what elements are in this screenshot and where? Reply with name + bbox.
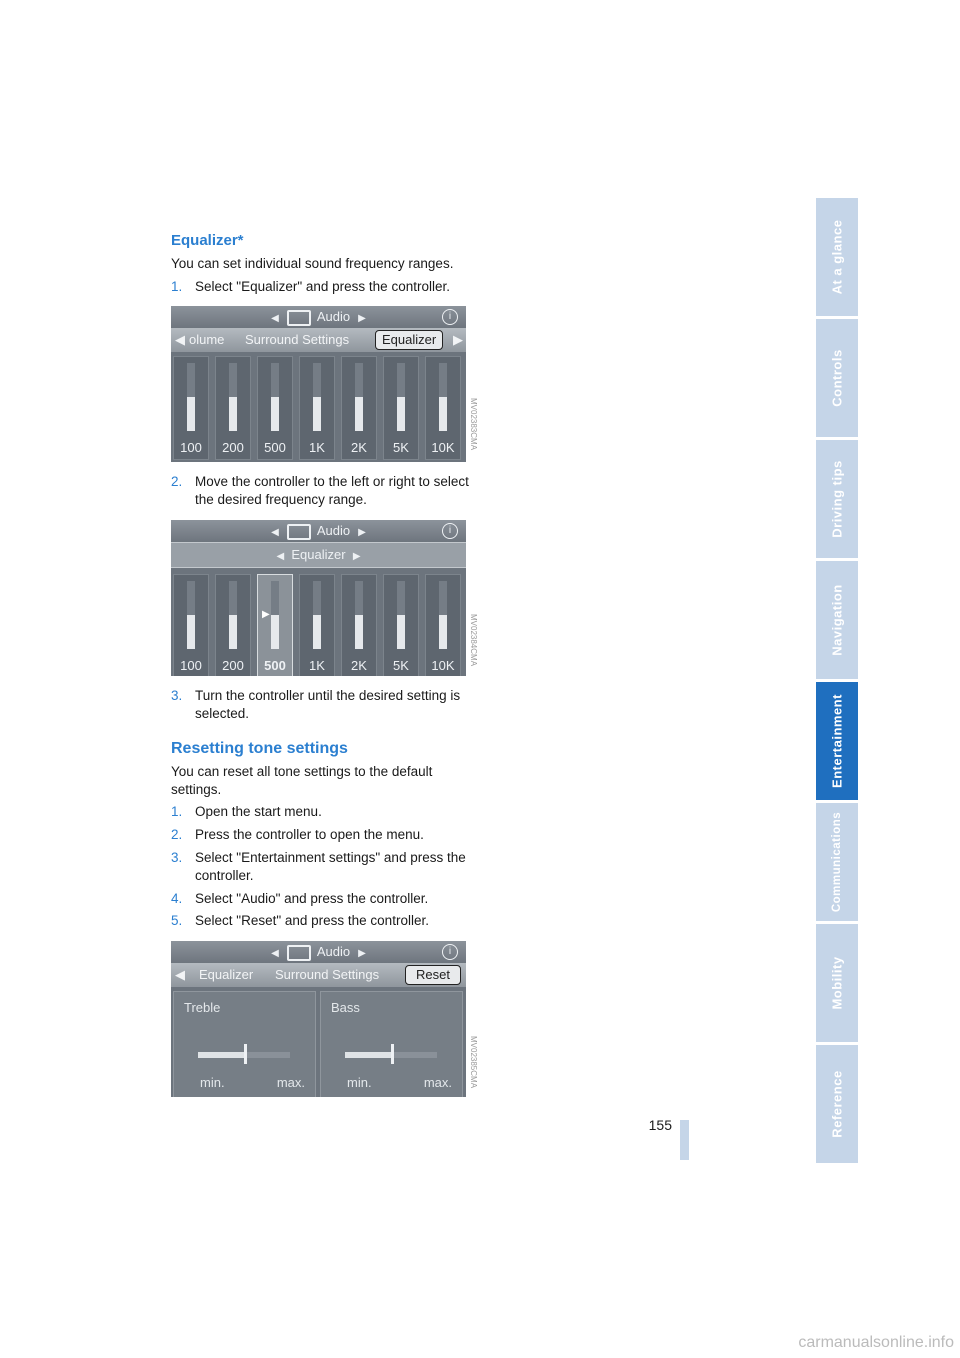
arrow-left-icon: ◀ <box>271 948 279 959</box>
marker-icon: ▶ <box>262 609 270 620</box>
menu-item-equalizer[interactable]: Equalizer <box>375 330 443 350</box>
screen-header: ◀ Audio ▶ i <box>171 520 466 542</box>
treble-slider-knob[interactable] <box>244 1044 247 1064</box>
step-number: 5. <box>171 913 183 928</box>
step-number: 2. <box>171 827 183 842</box>
section-title-equalizer: Equalizer* <box>171 232 244 249</box>
eq-band[interactable]: 2K <box>341 356 377 460</box>
eq-band[interactable]: 100 <box>173 356 209 460</box>
bass-panel[interactable] <box>320 991 463 1097</box>
reset-step-1 <box>171 803 471 821</box>
audio-icon <box>287 945 311 961</box>
treble-panel[interactable] <box>173 991 316 1097</box>
screen-submenu: ◀ Equalizer ▶ <box>171 542 466 568</box>
step-2 <box>171 473 471 509</box>
audio-icon <box>287 310 311 326</box>
step-number: 1. <box>171 804 183 819</box>
arrow-left-icon: ◀ <box>271 313 279 324</box>
screen-header: ◀ Audio ▶ i <box>171 306 466 328</box>
tab-at-a-glance[interactable]: At a glance <box>816 198 858 316</box>
tab-navigation[interactable]: Navigation <box>816 561 858 679</box>
eq-band[interactable]: 5K <box>383 574 419 676</box>
step-text: Turn the controller until the desired setting is selected. <box>195 688 461 721</box>
screen-menu <box>171 963 466 987</box>
reset-step-2 <box>171 826 471 844</box>
step-number: 3. <box>171 850 183 865</box>
eq-band[interactable]: 500 <box>257 356 293 460</box>
bass-slider-knob[interactable] <box>391 1044 394 1064</box>
equalizer-bands <box>171 574 466 676</box>
page-marker <box>680 1120 689 1160</box>
arrow-right-icon: ▶ <box>358 527 366 538</box>
max-label: max. <box>276 1075 305 1090</box>
reset-intro: You can reset all tone settings to the default settings. <box>171 764 433 797</box>
arrow-left-icon: ◀ <box>271 527 279 538</box>
audio-icon <box>287 524 311 540</box>
screen-menu <box>171 328 466 352</box>
menu-item-reset[interactable]: Reset <box>405 965 461 985</box>
step-number: 2. <box>171 474 183 489</box>
info-icon[interactable]: i <box>442 523 458 539</box>
arrow-right-icon: ▶ <box>352 551 361 562</box>
info-icon[interactable]: i <box>442 309 458 325</box>
eq-band[interactable]: 10K <box>425 356 461 460</box>
tone-panels <box>171 991 466 1097</box>
site-watermark: carmanualsonline.info <box>798 1334 954 1351</box>
equalizer-screen-1 <box>171 306 466 462</box>
image-code: MV02383CMA <box>469 398 478 451</box>
eq-band[interactable]: 100 <box>173 574 209 676</box>
treble-label: Treble <box>184 1000 221 1015</box>
min-label: min. <box>200 1075 225 1090</box>
section-title-reset: Resetting tone settings <box>171 740 348 757</box>
min-label: min. <box>347 1075 372 1090</box>
eq-band[interactable]: 2K <box>341 574 377 676</box>
tab-entertainment[interactable]: Entertainment <box>816 682 858 800</box>
eq-band-selected[interactable]: ▶ 500 <box>257 574 293 676</box>
scroll-left-icon[interactable]: ◀ <box>175 967 185 982</box>
menu-item-surround[interactable]: Surround Settings <box>275 967 380 982</box>
step-1 <box>171 278 471 296</box>
eq-band[interactable]: 1K <box>299 574 335 676</box>
screen-header: ◀ Audio ▶ i <box>171 941 466 963</box>
info-icon[interactable]: i <box>442 944 458 960</box>
arrow-left-icon: ◀ <box>276 551 285 562</box>
equalizer-intro: You can set individual sound frequency ranges. <box>171 256 454 271</box>
step-3 <box>171 687 471 723</box>
max-label: max. <box>423 1075 452 1090</box>
step-number: 3. <box>171 688 183 703</box>
step-text: Select "Audio" and press the controller. <box>195 891 429 906</box>
step-text: Press the controller to open the menu. <box>195 827 424 842</box>
eq-band[interactable]: 200 <box>215 356 251 460</box>
tab-reference[interactable]: Reference <box>816 1045 858 1163</box>
menu-item-surround[interactable]: Surround Settings <box>245 332 350 347</box>
reset-step-3 <box>171 849 471 885</box>
tab-driving-tips[interactable]: Driving tips <box>816 440 858 558</box>
tab-controls[interactable]: Controls <box>816 319 858 437</box>
reset-step-5 <box>171 912 471 930</box>
arrow-right-icon: ▶ <box>358 948 366 959</box>
step-text: Move the controller to the left or right to select the desired frequency range. <box>195 474 469 507</box>
scroll-right-icon[interactable]: ▶ <box>453 332 463 347</box>
image-code: MV02385CMA <box>469 1036 478 1089</box>
menu-item-equalizer[interactable]: Equalizer <box>199 967 254 982</box>
reset-step-4 <box>171 890 471 908</box>
tab-communications[interactable]: Communications <box>816 803 858 921</box>
equalizer-screen-2 <box>171 520 466 676</box>
arrow-right-icon: ▶ <box>358 313 366 324</box>
eq-band[interactable]: 200 <box>215 574 251 676</box>
step-text: Select "Reset" and press the controller. <box>195 913 429 928</box>
tab-mobility[interactable]: Mobility <box>816 924 858 1042</box>
step-number: 1. <box>171 279 183 294</box>
eq-band[interactable]: 1K <box>299 356 335 460</box>
step-text: Select "Entertainment settings" and press the controller. <box>195 850 466 883</box>
menu-item-volume[interactable]: olume <box>189 332 225 347</box>
equalizer-bands <box>171 356 466 460</box>
scroll-left-icon[interactable]: ◀ <box>175 332 185 347</box>
step-text: Select "Equalizer" and press the controller. <box>195 279 450 294</box>
reset-screen <box>171 941 466 1097</box>
step-text: Open the start menu. <box>195 804 322 819</box>
page-number: 155 <box>648 1117 672 1133</box>
image-code: MV02384CMA <box>469 614 478 667</box>
eq-band[interactable]: 5K <box>383 356 419 460</box>
step-number: 4. <box>171 891 183 906</box>
bass-label: Bass <box>331 1000 360 1015</box>
side-tab-strip <box>816 198 858 1166</box>
eq-band[interactable]: 10K <box>425 574 461 676</box>
